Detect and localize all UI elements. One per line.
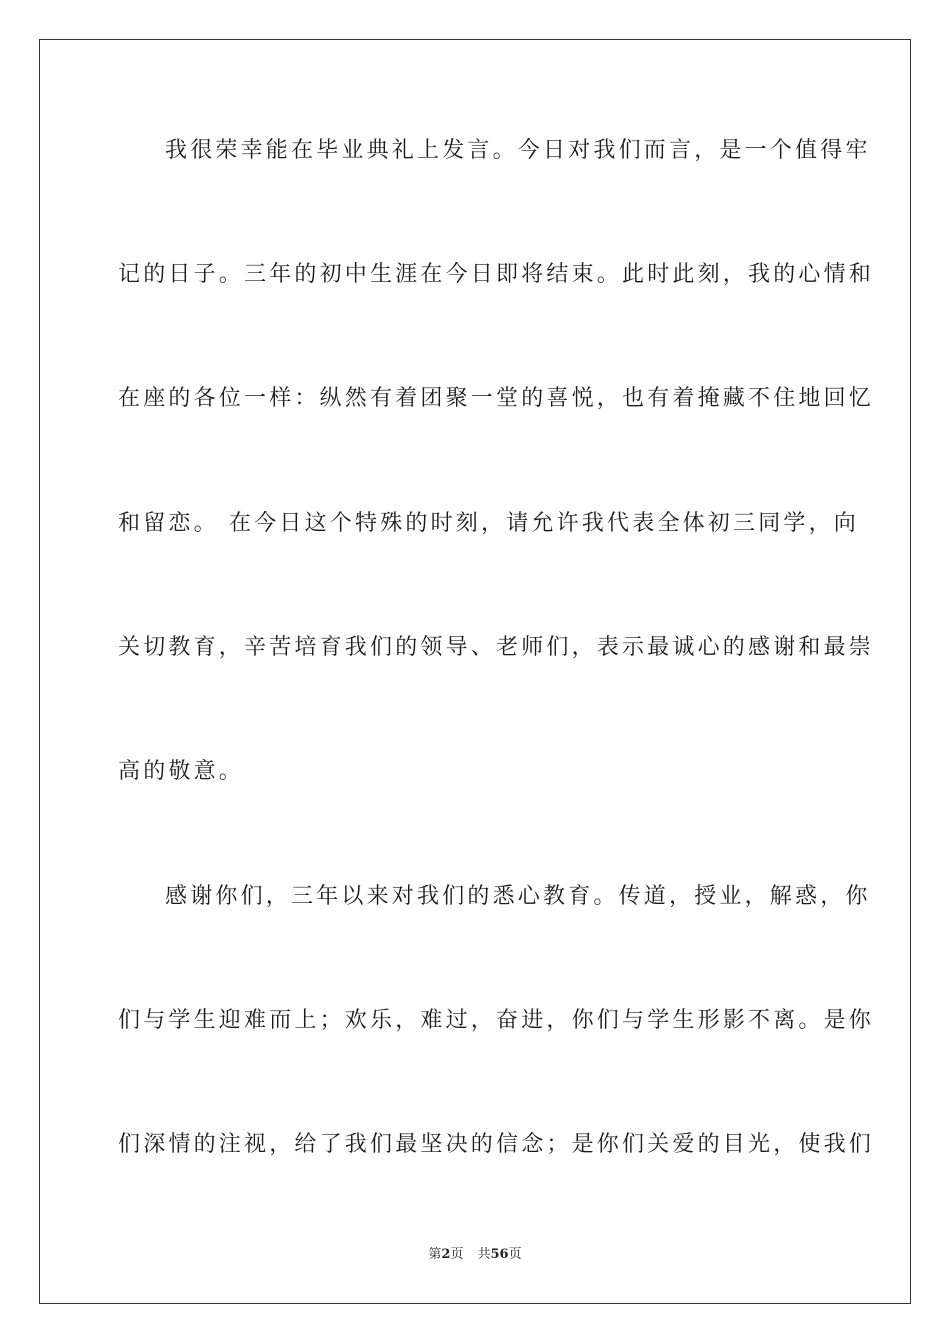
page-number: 2 — [441, 1247, 451, 1262]
paragraph-1-line-3: 在座的各位一样：纵然有着团聚一堂的喜悦，也有着掩藏不住地回忆 — [118, 386, 875, 411]
paragraph-1-line-2: 记的日子。三年的初中生涯在今日即将结束。此时此刻，我的心情和 — [118, 262, 875, 287]
page-suffix: 页 — [450, 1247, 464, 1262]
paragraph-2-line-3: 们深情的注视，给了我们最坚决的信念；是你们关爱的目光，使我们 — [118, 1132, 875, 1157]
total-pages: 56 — [490, 1247, 509, 1262]
paragraph-1-line-5: 关切教育，辛苦培育我们的领导、老师们，表示最诚心的感谢和最崇 — [118, 635, 875, 660]
paragraph-2-line-2: 们与学生迎难而上；欢乐，难过，奋进，你们与学生形影不离。是你 — [118, 1008, 875, 1033]
page-prefix: 第 — [428, 1247, 442, 1262]
total-suffix: 页 — [508, 1247, 522, 1262]
paragraph-1-line-4: 和留恋。 在今日这个特殊的时刻，请允许我代表全体初三同学，向 — [118, 511, 859, 536]
paragraph-1-line-6: 高的敬意。 — [118, 759, 245, 784]
page-border — [39, 39, 911, 1304]
page-footer — [0, 1246, 950, 1264]
paragraph-1-line-1: 我很荣幸能在毕业典礼上发言。今日对我们而言，是一个值得牢 — [165, 138, 871, 163]
paragraph-2-line-1: 感谢你们，三年以来对我们的悉心教育。传道，授业，解惑，你 — [165, 884, 871, 909]
total-prefix: 共 — [477, 1247, 491, 1262]
